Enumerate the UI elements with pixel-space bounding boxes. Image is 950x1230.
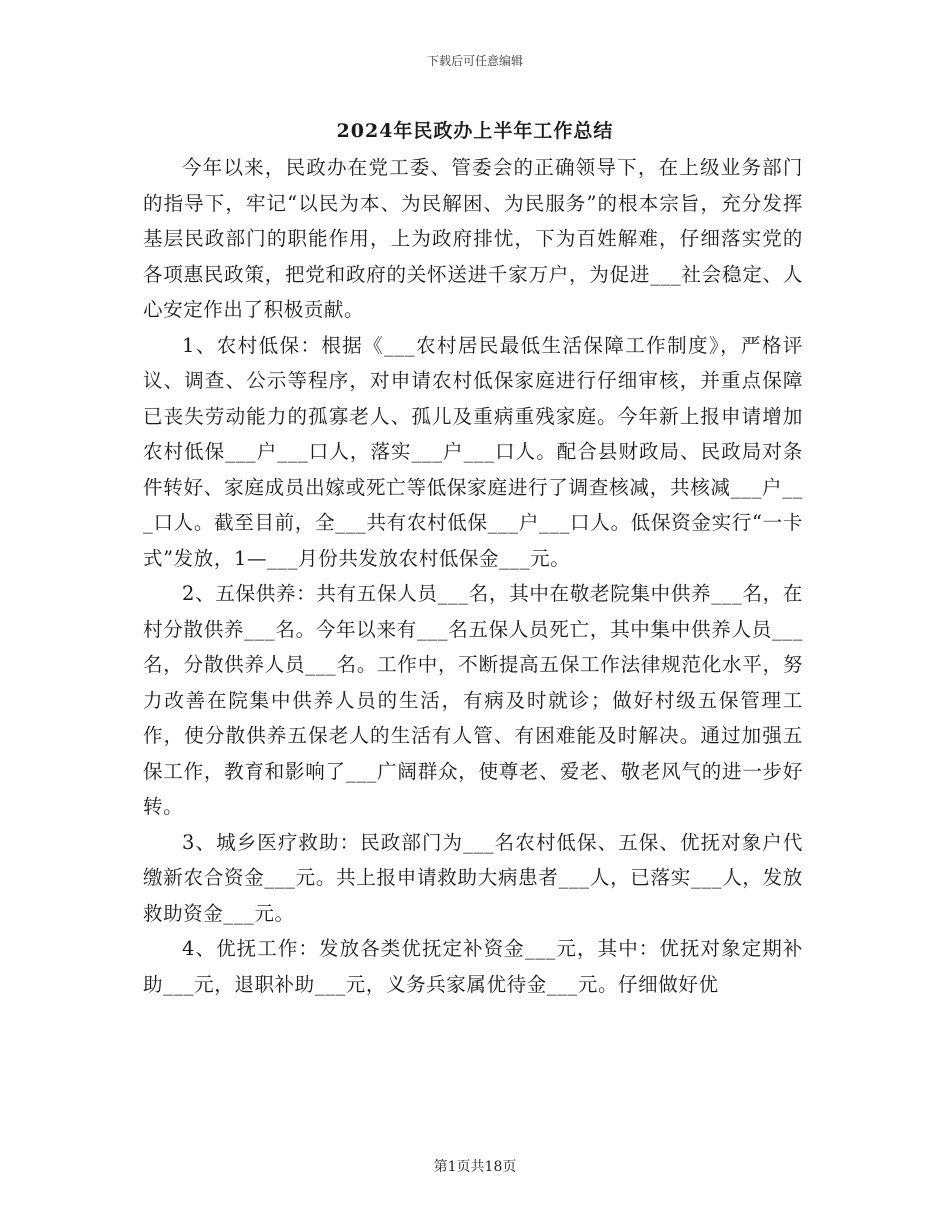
header-note: 下载后可任意编辑 — [426, 54, 523, 68]
paragraph-medical-assistance: 3、城乡医疗救助：民政部门为___名农村低保、五保、优抚对象户代缴新农合资金___元。共上报申请救助大病患者___人，已落实___人，发放救助资金___元。 — [143, 830, 803, 925]
paragraph-five-guarantees: 2、五保供养：共有五保人员___名，其中在敬老院集中供养___名，在村分散供养___名。今年以来有___名五保人员死亡，其中集中供养人员___名，分散供养人员___名。工作中，不断提高五保工作法律规范化水平，努力改善在院集中供养人员的生活，有病及时就诊；做好村级五保管理工作，使分散供养五保老人的生活有人管、有困难能及时解决。通过加强五保工作，教育和影响了___广阔群众，使尊老、爱老、敬老风气的进一步好转。 — [143, 582, 803, 818]
page-footer: 第1页共18页 — [433, 1159, 517, 1175]
document-body — [143, 150, 803, 1002]
paragraph-rural-subsistence: 1、农村低保：根据《___农村居民最低生活保障工作制度》，严格评议、调查、公示等程序，对申请农村低保家庭进行仔细审核，并重点保障已丧失劳动能力的孤寡老人、孤儿及重病重残家庭。今年新上报申请增加农村低保___户___口人，落实___户___口人。配合县财政局、民政局对条件转好、家庭成员出嫁或死亡等低保家庭进行了调查核减，共核减___户___口人。截至目前，全___共有农村低保___户___口人。低保资金实行“一卡式”发放，1—___月份共发放农村低保金___元。 — [143, 333, 803, 570]
paragraph-preferential-care: 4、优抚工作：发放各类优抚定补资金___元，其中：优抚对象定期补助___元，退职补助___元，义务兵家属优待金___元。仔细做好优 — [143, 937, 803, 996]
document-title: 2024年民政办上半年工作总结 — [336, 120, 614, 142]
paragraph-intro: 今年以来，民政办在党工委、管委会的正确领导下，在上级业务部门的指导下，牢记“以民为本、为民解困、为民服务”的根本宗旨，充分发挥基层民政部门的职能作用，上为政府排忧，下为百姓解难，仔细落实党的各项惠民政策，把党和政府的关怀送进千家万户，为促进___社会稳定、人心安定作出了积极贡献。 — [143, 156, 803, 321]
